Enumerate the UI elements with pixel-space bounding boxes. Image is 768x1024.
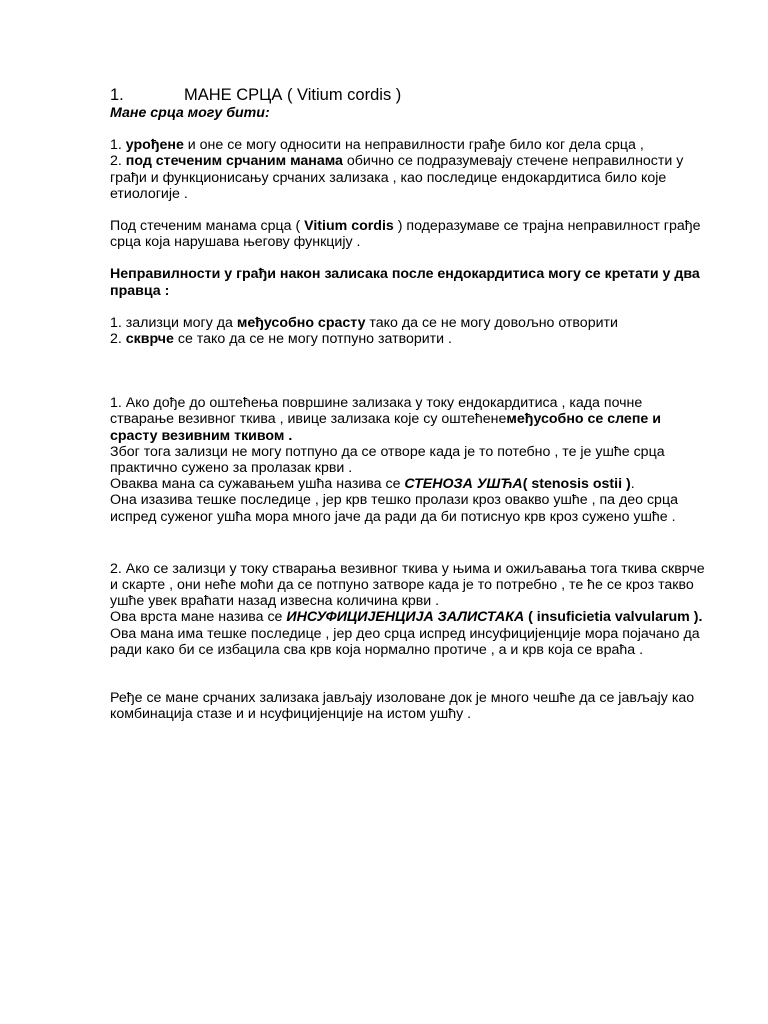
document-page <box>110 85 710 722</box>
subtitle: Мане срца могу бити: <box>110 105 270 121</box>
insufficiency-paragraph-2: Ова врста мане назива се ИНСУФИЦИЈЕНЦИЈА ЗАЛИСТАКА ( insuficietia valvularum ). <box>110 609 703 626</box>
directions-heading: Неправилности у грађи након залисака после ендокардитиса могу се кретати у два правца : <box>110 266 700 299</box>
definition-paragraph: Под стеченим манама срца ( Vitium cordis ) подеразумаве се трајна неправилност грађе срца која нарушава његову функцију . <box>110 218 701 251</box>
direction-item-2: 2. скврче се тако да се не могу потпуно затворити . <box>110 331 452 348</box>
intro-item-1: 1. урођене и оне се могу односити на неправилности грађе било ког дела срца , <box>110 137 644 154</box>
insufficiency-paragraph-3: Ова мана има тешке последице , јер део срца испред инсуфицијенције мора појачано да ради како би се избацила сва крв која нормално протиче , а и крв која се враћа . <box>110 625 700 658</box>
intro-item-2: 2. под стеченим срчаним манама обично се подразумевају стечене неправилности у грађи и функционисању срчаних зализака , као последице ендокардитиса било које етиологије . <box>110 153 684 202</box>
section-heading <box>110 85 710 105</box>
insufficiency-paragraph-1: 2. Ако се зализци у току стварања везивног ткива у њима и ожиљавања тога ткива скврче и скарте , они неће моћи да се потпуно затворе када је то потребно , те ће се кроз такво ушће увек враћати назад извесна количина крви . <box>110 560 705 610</box>
stenosis-paragraph-2: Због тога зализци не могу потпуно да се отворе када је то потебно , те је ушће срца практично сужено за пролазак крви . <box>110 443 665 477</box>
section-title: МАНЕ СРЦА ( Vitium cordis ) <box>184 86 402 104</box>
stenosis-paragraph-3: Оваква мана са сужавањем ушћа назива се СТЕНОЗА УШЋА( stenosis ostii ). <box>110 476 635 493</box>
stenosis-paragraph-4: Она изазива тешке последице , јер крв тешко пролази кроз овакво ушће , па део срца испред суженог ушћа мора много јаче да ради да би потиснуо крв кроз сужено ушће . <box>110 492 678 525</box>
conclusion-paragraph: Ређе се мане срчаних зализака јављају изоловане док је много чешће да се јављају као комбинација стазе и и нсуфицијенције на истом ушћу . <box>110 690 695 723</box>
direction-item-1: 1. зализци могу да међусобно срасту тако да се не могу довољно отворити <box>110 314 618 331</box>
section-number: 1. <box>110 86 124 104</box>
stenosis-paragraph-1: 1. Ако дође до оштећења површине зализака у току ендокардитиса , када почне стварање везивног ткива , ивице зализака које су оштећенемеђусобно се слепе и срасту везивним ткивом . <box>110 395 661 444</box>
